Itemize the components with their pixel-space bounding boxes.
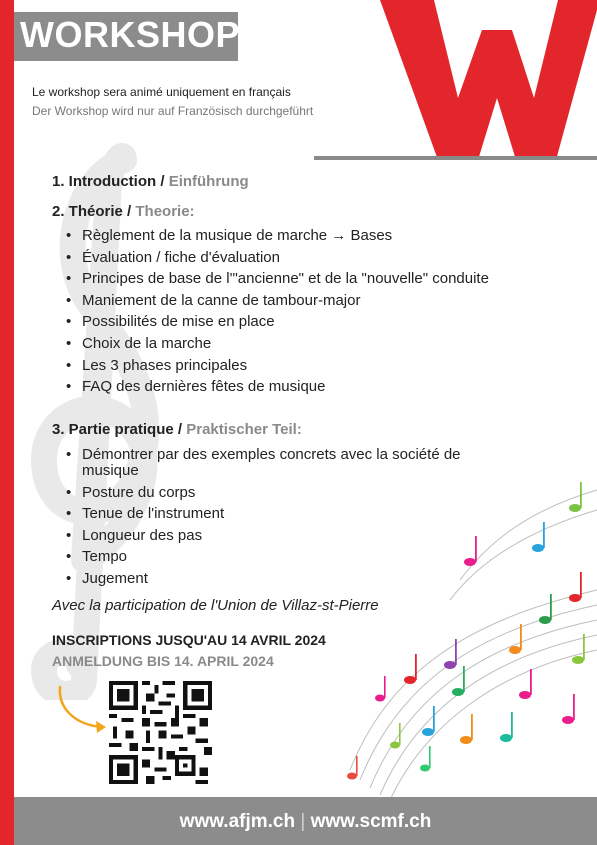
list-item: • Longueur des pas bbox=[64, 528, 514, 544]
language-note-fr: Le workshop sera animé uniquement en français bbox=[32, 85, 291, 99]
footer-links bbox=[14, 811, 597, 833]
section-theorie bbox=[52, 203, 195, 220]
music-notes-decoration bbox=[330, 470, 597, 800]
list-item: • Jugement bbox=[64, 571, 514, 587]
section-1-label-de: Einführung bbox=[168, 173, 249, 190]
section-3-label-de: Praktischer Teil: bbox=[186, 421, 302, 438]
list-item: • Démontrer par des exemples concrets avec la société de musique bbox=[64, 447, 514, 479]
arrow-icon bbox=[54, 683, 110, 739]
section-1-separator: / bbox=[156, 173, 169, 190]
list-item: • Règlement de la musique de marche → Bases bbox=[64, 228, 514, 244]
link-scmf[interactable]: www.scmf.ch bbox=[310, 811, 432, 832]
list-item: • Évaluation / fiche d'évaluation bbox=[64, 250, 514, 266]
list-item: • Tenue de l'instrument bbox=[64, 506, 514, 522]
section-2-separator: / bbox=[122, 203, 136, 220]
section-introduction bbox=[52, 173, 249, 190]
header-divider bbox=[314, 156, 597, 160]
participation-note: Avec la participation de l'Union de Villaz-st-Pierre bbox=[52, 597, 379, 614]
list-item: • Choix de la marche bbox=[64, 336, 514, 352]
language-note-de: Der Workshop wird nur auf Französisch durchgeführt bbox=[32, 104, 314, 118]
list-item: • Principes de base de l'"ancienne" et de la "nouvelle" conduite bbox=[64, 271, 514, 287]
section-3-label-fr: 3. Partie pratique bbox=[52, 421, 174, 438]
page-title: WORKSHOP bbox=[20, 14, 240, 55]
qr-code[interactable] bbox=[109, 681, 212, 784]
registration-deadline-de: ANMELDUNG BIS 14. APRIL 2024 bbox=[52, 653, 274, 669]
list-item: • Les 3 phases principales bbox=[64, 358, 514, 374]
section-2-label-de: Theorie: bbox=[135, 203, 195, 220]
registration-deadline-fr: INSCRIPTIONS JUSQU'AU 14 AVRIL 2024 bbox=[52, 632, 326, 648]
link-afjm[interactable]: www.afjm.ch bbox=[179, 811, 296, 832]
footer-separator: | bbox=[300, 811, 306, 832]
left-red-stripe bbox=[0, 0, 14, 845]
list-item: • Tempo bbox=[64, 549, 514, 565]
list-item: • Posture du corps bbox=[64, 485, 514, 501]
theorie-list bbox=[64, 228, 514, 401]
list-item: • Maniement de la canne de tambour-major bbox=[64, 293, 514, 309]
section-2-label-fr: 2. Théorie bbox=[52, 203, 123, 220]
section-3-separator: / bbox=[173, 421, 187, 438]
section-partie-pratique bbox=[52, 421, 302, 438]
section-1-label-fr: 1. Introduction bbox=[52, 173, 157, 190]
footer-bar bbox=[14, 797, 597, 845]
list-item: • FAQ des dernières fêtes de musique bbox=[64, 379, 514, 395]
treble-clef-icon bbox=[14, 140, 194, 700]
big-w-logo bbox=[316, 0, 597, 160]
list-item: • Possibilités de mise en place bbox=[64, 314, 514, 330]
